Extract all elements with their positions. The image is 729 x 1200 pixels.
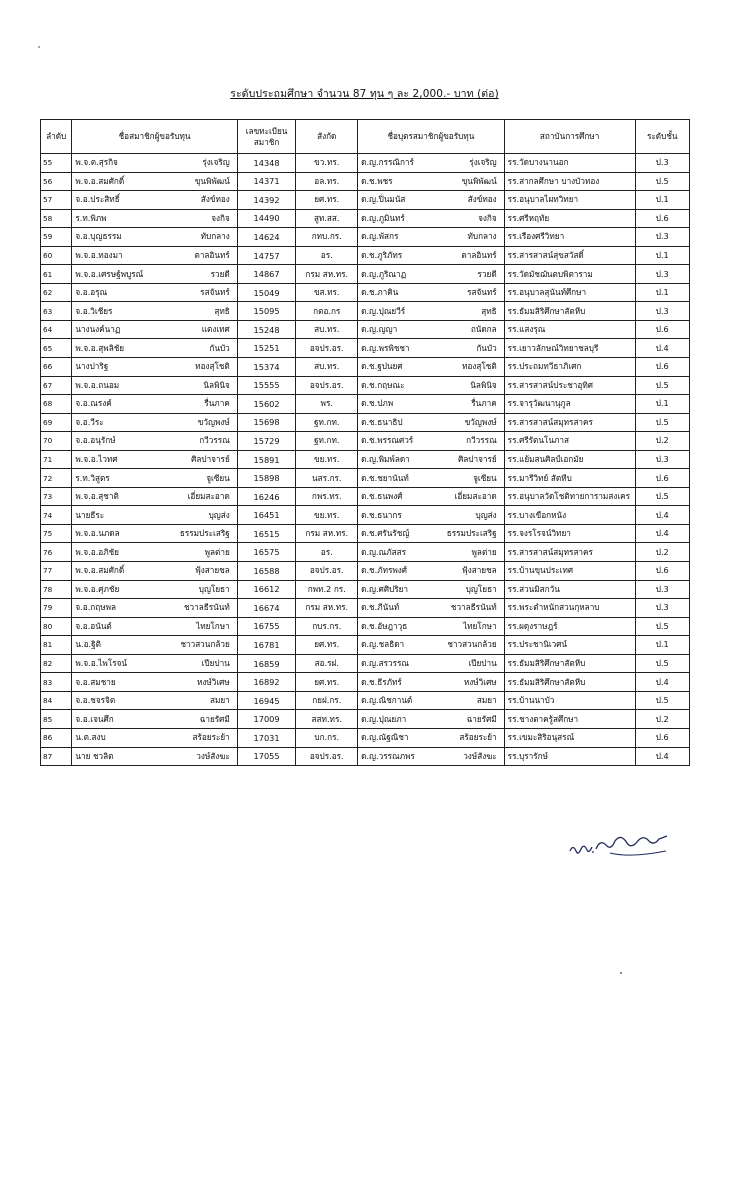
member-unit: ขย.ทร. bbox=[296, 506, 358, 525]
member-name: พ.จ.อ.ไวทศ ศิลปาจารย์ bbox=[72, 450, 237, 469]
child-name: ด.ญ.พรพิชชา กันบัว bbox=[358, 339, 505, 358]
member-unit: ขส.ทร. bbox=[296, 283, 358, 302]
row-number: 70 bbox=[41, 432, 72, 451]
table-row bbox=[41, 524, 690, 543]
row-number: 80 bbox=[41, 617, 72, 636]
table-row bbox=[41, 246, 690, 265]
table-row bbox=[41, 562, 690, 581]
table-body bbox=[41, 154, 690, 766]
table-row bbox=[41, 487, 690, 506]
child-name: ด.ช.ภูริภัทร ตาลอินทร์ bbox=[358, 246, 505, 265]
school-name: รร.อนุบาลสุนันท์ศึกษา bbox=[504, 283, 635, 302]
grade-level: ป.2 bbox=[635, 710, 689, 729]
table-row bbox=[41, 376, 690, 395]
member-unit: กยฝ.กร. bbox=[296, 691, 358, 710]
grade-level: ป.3 bbox=[635, 228, 689, 247]
member-name: จ.อ.วีระ ขวัญพงษ์ bbox=[72, 413, 237, 432]
header-unit: สังกัด bbox=[296, 120, 358, 154]
school-name: รร.แย้มสนศิลป์เอกมัย bbox=[504, 450, 635, 469]
child-name: ด.ญ.กรรณิการ์ รุ่งเจริญ bbox=[358, 154, 505, 173]
member-name: จ.อ.อนันต์ ไทยโกษา bbox=[72, 617, 237, 636]
school-name: รร.บางเขือกหนัง bbox=[504, 506, 635, 525]
member-reg-no: 14624 bbox=[237, 228, 296, 247]
school-name: รร.ประถมทวีธาภิเศก bbox=[504, 358, 635, 377]
member-name: นางนงค์นาฏ แตงเทศ bbox=[72, 320, 237, 339]
child-name: ด.ญ.ภูริณาฏ รวยดี bbox=[358, 265, 505, 284]
child-name: ด.ญ.พัสกร ทับกลาง bbox=[358, 228, 505, 247]
row-number: 76 bbox=[41, 543, 72, 562]
school-name: รร.ชางตาครู้สศึกษา bbox=[504, 710, 635, 729]
school-name: รร.สากลศึกษา บางบัวทอง bbox=[504, 172, 635, 191]
member-reg-no: 15698 bbox=[237, 413, 296, 432]
table-row bbox=[41, 191, 690, 210]
member-reg-no: 14371 bbox=[237, 172, 296, 191]
member-name: จ.อ.อนุรักษ์ กวีวรรณ bbox=[72, 432, 237, 451]
member-name: จ.อ.ณรงค์ รื่นภาค bbox=[72, 395, 237, 414]
row-number: 65 bbox=[41, 339, 72, 358]
grade-level: ป.2 bbox=[635, 432, 689, 451]
member-unit: นสร.กร. bbox=[296, 469, 358, 488]
member-name: จ.อ.บุญธรรม ทับกลาง bbox=[72, 228, 237, 247]
table-row bbox=[41, 728, 690, 747]
member-unit: ยศ.ทร. bbox=[296, 673, 358, 692]
table-row bbox=[41, 450, 690, 469]
member-unit: กรม สห.ทร. bbox=[296, 265, 358, 284]
member-name: พ.จ.อ.สมศักดิ์ ขุนพิพัฒน์ bbox=[72, 172, 237, 191]
header-no: ลำดับ bbox=[41, 120, 72, 154]
member-reg-no: 15898 bbox=[237, 469, 296, 488]
page-title: ระดับประถมศึกษา จำนวน 87 ทุน ๆ ละ 2,000.- บาท (ต่อ) bbox=[230, 88, 499, 100]
table-row bbox=[41, 339, 690, 358]
school-name: รร.ธัมมสิริศึกษาสัตหีบ bbox=[504, 673, 635, 692]
member-reg-no: 14392 bbox=[237, 191, 296, 210]
table-row bbox=[41, 691, 690, 710]
child-name: ด.ช.อัษฎาวุธ ไทยโกษา bbox=[358, 617, 505, 636]
member-unit: อจปร.อร. bbox=[296, 747, 358, 766]
member-unit: อจปร.อร. bbox=[296, 562, 358, 581]
table-row bbox=[41, 228, 690, 247]
member-unit: ขว.ทร. bbox=[296, 154, 358, 173]
grade-level: ป.2 bbox=[635, 543, 689, 562]
grade-level: ป.4 bbox=[635, 339, 689, 358]
member-unit: กบร.กร. bbox=[296, 617, 358, 636]
member-name: น.ต.สงบ สร้อยระย้า bbox=[72, 728, 237, 747]
member-name: พ.จ.อ.ศุภชัย บุญโยธา bbox=[72, 580, 237, 599]
school-name: รร.ประชานิเวศน์ bbox=[504, 636, 635, 655]
row-number: 81 bbox=[41, 636, 72, 655]
child-name: ด.ช.ชยานันท์ จูเซียน bbox=[358, 469, 505, 488]
school-name: รร.สารสาสน์สุขสวัสดิ์ bbox=[504, 246, 635, 265]
child-name: ด.ญ.ปิ่นมนัส สังข์ทอง bbox=[358, 191, 505, 210]
row-number: 87 bbox=[41, 747, 72, 766]
school-name: รร.สารสาสน์สมุทรสาคร bbox=[504, 413, 635, 432]
table-row bbox=[41, 673, 690, 692]
school-name: รร.สารสาสน์สมุทรสาคร bbox=[504, 543, 635, 562]
row-number: 66 bbox=[41, 358, 72, 377]
member-unit: กพร.ทร. bbox=[296, 487, 358, 506]
table-row bbox=[41, 654, 690, 673]
member-name: จ.อ.วิเชียร สุทธิ bbox=[72, 302, 237, 321]
child-name: ด.ช.พชร ขุนพิพัฒน์ bbox=[358, 172, 505, 191]
child-name: ด.ช.พรรณศวร์ กวีวรรณ bbox=[358, 432, 505, 451]
member-name: จ.อ.ประสิทธิ์ สังข์ทอง bbox=[72, 191, 237, 210]
school-name: รร.อนุบาลไผทวิทยา bbox=[504, 191, 635, 210]
school-name: รร.มารีวิทย์ สัตหีบ bbox=[504, 469, 635, 488]
table-row bbox=[41, 172, 690, 191]
school-name: รร.สารสาสน์ประชาอุทิศ bbox=[504, 376, 635, 395]
row-number: 79 bbox=[41, 599, 72, 618]
grade-level: ป.3 bbox=[635, 450, 689, 469]
member-name: นาย ชวลิต วงษ์สังฆะ bbox=[72, 747, 237, 766]
table-row bbox=[41, 543, 690, 562]
header-reg: เลขทะเบียน สมาชิก bbox=[237, 120, 296, 154]
child-name: ด.ช.กฤษณะ นิลพินิจ bbox=[358, 376, 505, 395]
grade-level: ป.5 bbox=[635, 617, 689, 636]
child-name: ด.ช.ธนากร บุญส่ง bbox=[358, 506, 505, 525]
school-name: รร.จงรโรจน์วิทยา bbox=[504, 524, 635, 543]
school-name: รร.บ้านขุนประเทศ bbox=[504, 562, 635, 581]
row-number: 58 bbox=[41, 209, 72, 228]
grade-level: ป.1 bbox=[635, 636, 689, 655]
row-number: 78 bbox=[41, 580, 72, 599]
scholarship-table bbox=[40, 119, 690, 766]
member-unit: สูท.สส. bbox=[296, 209, 358, 228]
member-unit: อจปร.อร. bbox=[296, 376, 358, 395]
member-unit: สบ.ทร. bbox=[296, 320, 358, 339]
table-row bbox=[41, 265, 690, 284]
member-name: น.อ.ฐิติ ชาวสวนกล้วย bbox=[72, 636, 237, 655]
member-name: พ.จ.อ.นภดล ธรรมประเสริฐ bbox=[72, 524, 237, 543]
child-name: ด.ช.ธนพงศ์ เอี่ยมสะอาด bbox=[358, 487, 505, 506]
school-name: รร.ศรีรัตนโนภาส bbox=[504, 432, 635, 451]
grade-level: ป.4 bbox=[635, 506, 689, 525]
member-reg-no: 15374 bbox=[237, 358, 296, 377]
member-unit: อร. bbox=[296, 543, 358, 562]
header-level: ระดับชั้น bbox=[635, 120, 689, 154]
grade-level: ป.1 bbox=[635, 246, 689, 265]
child-name: ด.ญ.สรวรรณ เปียปาน bbox=[358, 654, 505, 673]
member-name: พ.จ.อ.ทองมา ตาลอินทร์ bbox=[72, 246, 237, 265]
school-name: รร.บ้านนาบัว bbox=[504, 691, 635, 710]
grade-level: ป.6 bbox=[635, 469, 689, 488]
table-row bbox=[41, 747, 690, 766]
child-name: ด.ช.ภัทรพงศ์ ฟุ้งสายชล bbox=[358, 562, 505, 581]
member-unit: กรม สห.ทร. bbox=[296, 524, 358, 543]
row-number: 71 bbox=[41, 450, 72, 469]
member-unit: บก.กร. bbox=[296, 728, 358, 747]
grade-level: ป.4 bbox=[635, 673, 689, 692]
member-reg-no: 16451 bbox=[237, 506, 296, 525]
scan-speck bbox=[38, 46, 40, 48]
row-number: 73 bbox=[41, 487, 72, 506]
member-reg-no: 15555 bbox=[237, 376, 296, 395]
member-name: จ.อ.อรุณ รสจันทร์ bbox=[72, 283, 237, 302]
member-name: นายธีระ บุญส่ง bbox=[72, 506, 237, 525]
member-unit: กทบ.กร. bbox=[296, 228, 358, 247]
school-name: รร.เยาวลักษณ์วิทยาชลบุรี bbox=[504, 339, 635, 358]
grade-level: ป.3 bbox=[635, 302, 689, 321]
member-reg-no: 16781 bbox=[237, 636, 296, 655]
member-unit: พร. bbox=[296, 395, 358, 414]
table-row bbox=[41, 599, 690, 618]
member-unit: ขย.ทร. bbox=[296, 450, 358, 469]
school-name: รร.ธัมมสิริศึกษาสัตหีบ bbox=[504, 654, 635, 673]
grade-level: ป.3 bbox=[635, 265, 689, 284]
scan-speck bbox=[620, 972, 622, 974]
member-unit: สสท.ทร. bbox=[296, 710, 358, 729]
child-name: ด.ช.ธนาธิป ขวัญพงษ์ bbox=[358, 413, 505, 432]
member-name: จ.อ.กฤษพล ชวาลธีรนันท์ bbox=[72, 599, 237, 618]
table-header-row bbox=[41, 120, 690, 154]
member-name: พ.จ.อ.สุพลิชัย กันบัว bbox=[72, 339, 237, 358]
grade-level: ป.5 bbox=[635, 413, 689, 432]
member-reg-no: 16945 bbox=[237, 691, 296, 710]
table-row bbox=[41, 580, 690, 599]
child-name: ด.ญ.พิมพ์ลดา ศิลปาจารย์ bbox=[358, 450, 505, 469]
child-name: ด.ช.ศรันรัชญ์ ธรรมประเสริฐ bbox=[358, 524, 505, 543]
member-unit: กตอ.กร bbox=[296, 302, 358, 321]
member-unit: ฐท.กท. bbox=[296, 413, 358, 432]
member-unit: กพท.2 กร. bbox=[296, 580, 358, 599]
child-name: ด.ญ.ชลธิดา ชาวสวนกล้วย bbox=[358, 636, 505, 655]
school-name: รร.แสงรุณ bbox=[504, 320, 635, 339]
member-reg-no: 15251 bbox=[237, 339, 296, 358]
row-number: 68 bbox=[41, 395, 72, 414]
school-name: รร.สวนมิสกวัน bbox=[504, 580, 635, 599]
row-number: 84 bbox=[41, 691, 72, 710]
header-member: ชื่อสมาชิกผู้ขอรับทุน bbox=[72, 120, 237, 154]
child-name: ด.ช.ธีรภัทร์ หงษ์วิเศษ bbox=[358, 673, 505, 692]
member-unit: อร. bbox=[296, 246, 358, 265]
child-name: ด.ช.ภาคิน รสจันทร์ bbox=[358, 283, 505, 302]
blank-area bbox=[0, 985, 729, 1200]
table-row bbox=[41, 302, 690, 321]
table-row bbox=[41, 506, 690, 525]
grade-level: ป.1 bbox=[635, 395, 689, 414]
member-reg-no: 17031 bbox=[237, 728, 296, 747]
row-number: 61 bbox=[41, 265, 72, 284]
member-name: จ.อ.สมชาย หงษ์วิเศษ bbox=[72, 673, 237, 692]
school-name: รร.จารุวัฒนานุกูล bbox=[504, 395, 635, 414]
member-unit: สอ.รฝ. bbox=[296, 654, 358, 673]
school-name: รร.วัดบางนานอก bbox=[504, 154, 635, 173]
grade-level: ป.6 bbox=[635, 728, 689, 747]
member-reg-no: 15248 bbox=[237, 320, 296, 339]
member-name: พ.จ.อ.เศรษฐ์พบูรณ์ รวยดี bbox=[72, 265, 237, 284]
school-name: รร.เขมะสิริอนุสรณ์ bbox=[504, 728, 635, 747]
member-reg-no: 17009 bbox=[237, 710, 296, 729]
table-row bbox=[41, 617, 690, 636]
member-reg-no: 16588 bbox=[237, 562, 296, 581]
row-number: 69 bbox=[41, 413, 72, 432]
grade-level: ป.6 bbox=[635, 320, 689, 339]
header-school: สถาบันการศึกษา bbox=[504, 120, 635, 154]
member-reg-no: 16246 bbox=[237, 487, 296, 506]
child-name: ด.ญ.ปุณยวีร์ สุทธิ bbox=[358, 302, 505, 321]
row-number: 72 bbox=[41, 469, 72, 488]
grade-level: ป.6 bbox=[635, 562, 689, 581]
child-name: ด.ช.ฐปนยศ ทองสุโชติ bbox=[358, 358, 505, 377]
row-number: 55 bbox=[41, 154, 72, 173]
school-name: รร.พระตำหนักสวนกุหลาบ bbox=[504, 599, 635, 618]
table-row bbox=[41, 432, 690, 451]
table-row bbox=[41, 395, 690, 414]
table-row bbox=[41, 209, 690, 228]
row-number: 67 bbox=[41, 376, 72, 395]
school-name: รร.อนุบาลวัดโชติทายการามสงเคร bbox=[504, 487, 635, 506]
member-reg-no: 16612 bbox=[237, 580, 296, 599]
member-unit: ฐท.กท. bbox=[296, 432, 358, 451]
row-number: 60 bbox=[41, 246, 72, 265]
row-number: 86 bbox=[41, 728, 72, 747]
grade-level: ป.5 bbox=[635, 172, 689, 191]
member-name: พ.จ.อ.อภิชัย พูลต่าย bbox=[72, 543, 237, 562]
child-name: ด.ญ.ปุณยภา ฉายรัศมี bbox=[358, 710, 505, 729]
child-name: ด.ญ.ณัฐณิชา สร้อยระย้า bbox=[358, 728, 505, 747]
handwritten-signature bbox=[566, 833, 686, 861]
table-row bbox=[41, 320, 690, 339]
table-row bbox=[41, 358, 690, 377]
member-reg-no: 16859 bbox=[237, 654, 296, 673]
grade-level: ป.3 bbox=[635, 154, 689, 173]
child-name: ด.ญ.ณิชกานต์ สมยา bbox=[358, 691, 505, 710]
grade-level: ป.5 bbox=[635, 487, 689, 506]
member-unit: สบ.ทร. bbox=[296, 358, 358, 377]
grade-level: ป.5 bbox=[635, 691, 689, 710]
grade-level: ป.6 bbox=[635, 209, 689, 228]
member-reg-no: 16892 bbox=[237, 673, 296, 692]
member-unit: กรม สห.ทร. bbox=[296, 599, 358, 618]
member-unit: อล.ทร. bbox=[296, 172, 358, 191]
table-row bbox=[41, 413, 690, 432]
grade-level: ป.3 bbox=[635, 599, 689, 618]
grade-level: ป.4 bbox=[635, 524, 689, 543]
member-reg-no: 15049 bbox=[237, 283, 296, 302]
member-name: จ.อ.ชจรจิต สมยา bbox=[72, 691, 237, 710]
row-number: 59 bbox=[41, 228, 72, 247]
member-unit: อจปร.อร. bbox=[296, 339, 358, 358]
member-reg-no: 14867 bbox=[237, 265, 296, 284]
school-name: รร.เรืองศรีวิทยา bbox=[504, 228, 635, 247]
member-name: ร.ท.วิสูตร จูเซียน bbox=[72, 469, 237, 488]
grade-level: ป.1 bbox=[635, 283, 689, 302]
table-row bbox=[41, 636, 690, 655]
grade-level: ป.3 bbox=[635, 580, 689, 599]
school-name: รร.วัดมัชฌันตบพิตาราม bbox=[504, 265, 635, 284]
grade-level: ป.1 bbox=[635, 191, 689, 210]
row-number: 56 bbox=[41, 172, 72, 191]
member-name: พ.จ.ต.สุรกิจ รุ่งเจริญ bbox=[72, 154, 237, 173]
school-name: รร.ผดุงราษฎร์ bbox=[504, 617, 635, 636]
member-name: พ.จ.อ.ไพโรจน์ เปียปาน bbox=[72, 654, 237, 673]
member-name: จ.อ.เจนศึก ฉายรัศมี bbox=[72, 710, 237, 729]
member-reg-no: 15891 bbox=[237, 450, 296, 469]
member-reg-no: 16674 bbox=[237, 599, 296, 618]
school-name: รร.บุรารักษ์ bbox=[504, 747, 635, 766]
row-number: 77 bbox=[41, 562, 72, 581]
table-row bbox=[41, 283, 690, 302]
member-name: พ.จ.อ.สมศักดิ์ ฟุ้งสายชล bbox=[72, 562, 237, 581]
member-name: พ.จ.อ.สุชาติ เอี่ยมสะอาด bbox=[72, 487, 237, 506]
child-name: ด.ช.ปภพ รื่นภาค bbox=[358, 395, 505, 414]
row-number: 62 bbox=[41, 283, 72, 302]
member-reg-no: 14757 bbox=[237, 246, 296, 265]
child-name: ด.ญ.ภูมินทร์ จงกิจ bbox=[358, 209, 505, 228]
row-number: 83 bbox=[41, 673, 72, 692]
member-reg-no: 14348 bbox=[237, 154, 296, 173]
school-name: รร.ธัมมสิริศึกษาสัตหีบ bbox=[504, 302, 635, 321]
grade-level: ป.4 bbox=[635, 747, 689, 766]
grade-level: ป.5 bbox=[635, 376, 689, 395]
child-name: ด.ญ.ญญา ถนัดกล bbox=[358, 320, 505, 339]
row-number: 85 bbox=[41, 710, 72, 729]
row-number: 64 bbox=[41, 320, 72, 339]
row-number: 63 bbox=[41, 302, 72, 321]
table-row bbox=[41, 469, 690, 488]
member-reg-no: 15729 bbox=[237, 432, 296, 451]
grade-level: ป.6 bbox=[635, 358, 689, 377]
member-name: พ.จ.อ.ถนอม นิลพินิจ bbox=[72, 376, 237, 395]
row-number: 75 bbox=[41, 524, 72, 543]
member-reg-no: 15602 bbox=[237, 395, 296, 414]
member-name: ร.ท.พิภพ จงกิจ bbox=[72, 209, 237, 228]
child-name: ด.ช.ภีนันท์ ชวาลธีรนันท์ bbox=[358, 599, 505, 618]
row-number: 74 bbox=[41, 506, 72, 525]
member-reg-no: 14490 bbox=[237, 209, 296, 228]
child-name: ด.ญ.ณภัสสร พูลต่าย bbox=[358, 543, 505, 562]
member-unit: ยศ.ทร. bbox=[296, 191, 358, 210]
child-name: ด.ญ.วรรณภพร วงษ์สังฆะ bbox=[358, 747, 505, 766]
member-unit: ยศ.ทร. bbox=[296, 636, 358, 655]
child-name: ด.ญ.ศศิปริยา บุญโยธา bbox=[358, 580, 505, 599]
member-reg-no: 16575 bbox=[237, 543, 296, 562]
header-child: ชื่อบุตรสมาชิกผู้ขอรับทุน bbox=[358, 120, 505, 154]
member-name: นางปาริฐ ทองสุโชติ bbox=[72, 358, 237, 377]
member-reg-no: 16755 bbox=[237, 617, 296, 636]
member-reg-no: 17055 bbox=[237, 747, 296, 766]
member-reg-no: 15095 bbox=[237, 302, 296, 321]
row-number: 57 bbox=[41, 191, 72, 210]
table-row bbox=[41, 710, 690, 729]
grade-level: ป.5 bbox=[635, 654, 689, 673]
member-reg-no: 16515 bbox=[237, 524, 296, 543]
school-name: รร.ศรีหฤทัย bbox=[504, 209, 635, 228]
row-number: 82 bbox=[41, 654, 72, 673]
table-row bbox=[41, 154, 690, 173]
